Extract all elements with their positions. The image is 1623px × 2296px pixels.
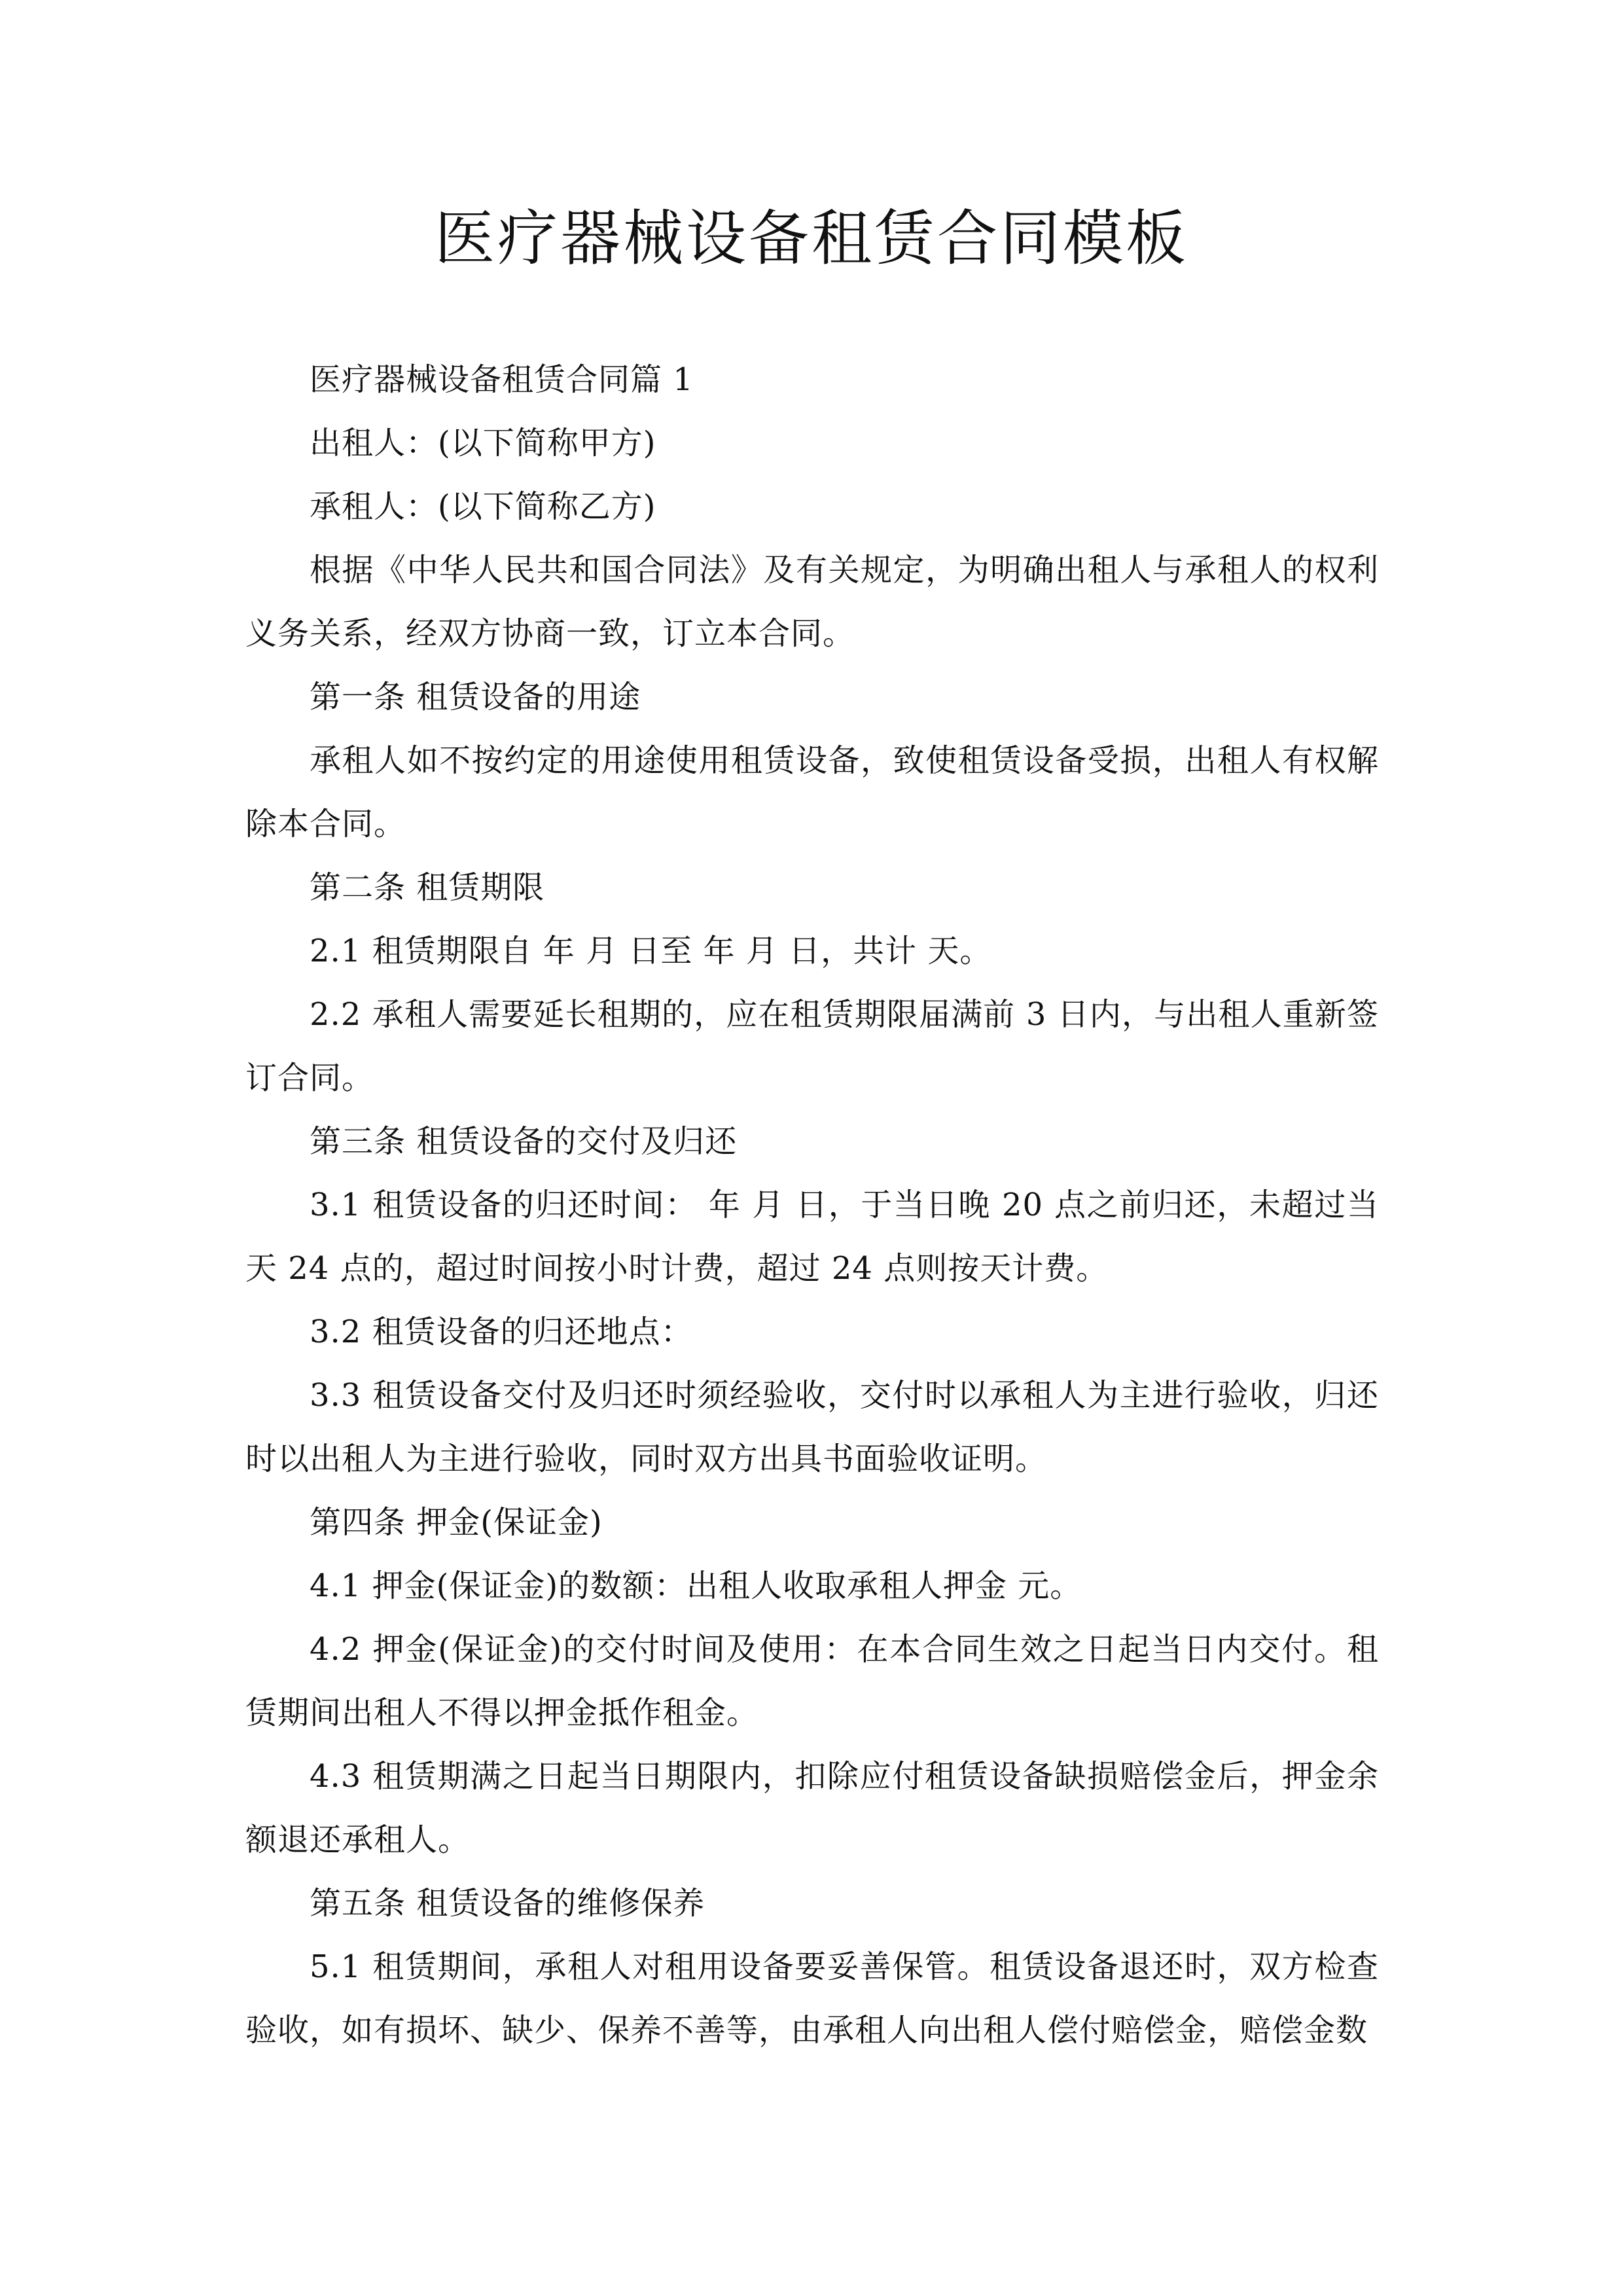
section-heading: 医疗器械设备租赁合同篇 1 xyxy=(310,361,694,398)
clause-2-1: 2.1 租赁期限自 年 月 日至 年 月 日，共计 天。 xyxy=(310,933,992,969)
clause-3-1: 3.1 租赁设备的归还时间： 年 月 日，于当日晚 20 点之前归还，未超过当天 24 点的，超过时间按小时计费，超过 24 点则按天计费。 xyxy=(245,1187,1379,1287)
article-5-heading: 第五条 租赁设备的维修保养 xyxy=(310,1885,705,1922)
article-1-heading: 第一条 租赁设备的用途 xyxy=(310,679,641,715)
clause-4-3: 4.3 租赁期满之日起当日期限内，扣除应付租赁设备缺损赔偿金后，押金余额退还承租人。 xyxy=(245,1758,1379,1858)
clause-4-1: 4.1 押金(保证金)的数额：出租人收取承租人押金 元。 xyxy=(310,1568,1082,1604)
article-2-heading: 第二条 租赁期限 xyxy=(310,869,545,906)
article-3-heading: 第三条 租赁设备的交付及归还 xyxy=(310,1123,738,1160)
article-4-heading: 第四条 押金(保证金) xyxy=(310,1504,603,1541)
lessee-line: 承租人：(以下简称乙方) xyxy=(310,488,656,525)
document-body xyxy=(245,348,1379,2062)
lessor-line: 出租人：(以下简称甲方) xyxy=(310,425,656,461)
clause-4-2: 4.2 押金(保证金)的交付时间及使用：在本合同生效之日起当日内交付。租赁期间出租人不得以押金抵作租金。 xyxy=(245,1631,1379,1731)
article-1-text: 承租人如不按约定的用途使用租赁设备，致使租赁设备受损，出租人有权解除本合同。 xyxy=(245,742,1379,842)
document-title: 医疗器械设备租赁合同模板 xyxy=(434,204,1188,274)
clause-2-2: 2.2 承租人需要延长租期的，应在租赁期限届满前 3 日内，与出租人重新签订合同。 xyxy=(245,996,1379,1096)
clause-5-1: 5.1 租赁期间，承租人对租用设备要妥善保管。租赁设备退还时，双方检查验收，如有损坏、缺少、保养不善等，由承租人向出租人偿付赔偿金，赔偿金数 xyxy=(245,1948,1379,2049)
preamble-paragraph: 根据《中华人民共和国合同法》及有关规定，为明确出租人与承租人的权利义务关系，经双方协商一致，订立本合同。 xyxy=(245,552,1379,652)
clause-3-2: 3.2 租赁设备的归还地点： xyxy=(310,1314,693,1350)
clause-3-3: 3.3 租赁设备交付及归还时须经验收，交付时以承租人为主进行验收，归还时以出租人为主进行验收，同时双方出具书面验收证明。 xyxy=(245,1377,1379,1477)
